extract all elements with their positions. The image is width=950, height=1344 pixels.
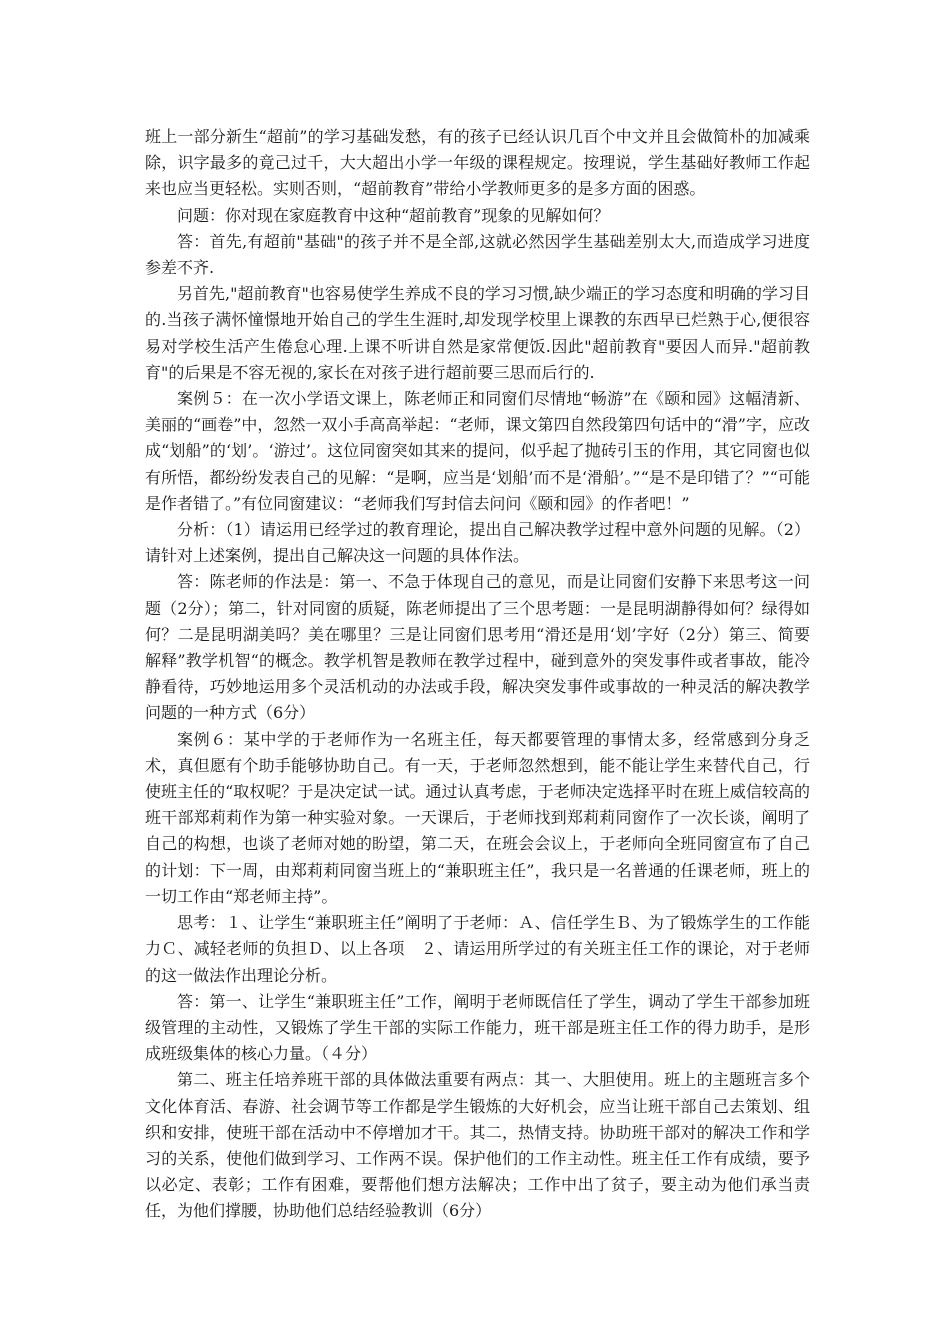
paragraph-thinking-6: 思考：１、让学生“兼职班主任”阐明了于老师：Ａ、信任学生Ｂ、为了锻炼学生的工作能力Ｃ、减轻老师的负担Ｄ、以上各项 ２、请运用所学过的有关班主任工作的课论，对于老师的这一做法作出理论分析。 — [145, 913, 810, 985]
paragraph-intro: 班上一部分新生“超前”的学习基础发愁，有的孩子已经认识几百个中文并且会做简朴的加减乘除，识字最多的竟己过千，大大超出小学一年级的课程规定。按理说，学生基础好教师工作起来也应当更轻松。实则否则，“超前教育”带给小学教师更多的是多方面的困惑。 — [145, 127, 810, 199]
paragraph-case-6: 案例６：某中学的于老师作为一名班主任，每天都要管理的事情太多，经常感到分身乏术，真但愿有个助手能够协助自己。有一天，于老师忽然想到，能不能让学生来替代自己，行使班主任的“取权呢？于是决定试一试。通过认真考虑，于老师决定选择平时在班上威信较高的班干部郑莉莉作为第一种实验对象。一天课后，于老师找到郑莉莉同窗作了一次长谈，阐明了自己的构想，也谈了老师对她的盼望，第二天，在班会会议上，于老师向全班同窗宣布了自己的计划：下一周，由郑莉莉同窗当班上的“兼职班主任”，我只是一名普通的任课老师，班上的一切工作由“郑老师主持”。 — [145, 729, 810, 906]
paragraph-case-5: 案例５：在一次小学语文课上，陈老师正和同窗们尽情地“畅游”在《颐和园》这幅清新、美丽的“画卷”中，忽然一双小手高高举起：“老师，课文第四自然段第四句话中的“滑”字，应改成“划船”的‘划’。‘游过’。这位同窗突如其来的提问，似乎起了抛砖引玉的作用，其它同窗也似有所悟，都纷纷发表自己的见解：“是啊，应当是‘划船’而不是‘滑船’。”“是不是印错了？”“可能是作者错了。”有位同窗建议：“老师我们写封信去问问《颐和园》的作者吧！” — [145, 389, 810, 513]
paragraph-analysis-5: 分析：（1）请运用已经学过的教育理论，提出自己解决教学过程中意外问题的见解。（2）请针对上述案例，提出自己解决这一问题的具体作法。 — [145, 520, 810, 566]
paragraph-question-1: 问题：你对现在家庭教育中这种“超前教育”现象的见解如何？ — [177, 205, 610, 225]
paragraph-answer-5: 答：陈老师的作法是：第一、不急于体现自己的意见，而是让同窗们安静下来思考这一问题（2分）；第二，针对同窗的质疑，陈老师提出了三个思考题：一是昆明湖静得如何？绿得如何？二是昆明湖美吗？美在哪里？三是让同窗们思考用“滑还是用‘划’字好（2分）第三、简要解释”教学机智“的概念。教学机智是教师在教学过程中，碰到意外的突发事件或者事故，能冷静看待，巧妙地运用多个灵活机动的办法或手段，解决突发事件或事故的一种灵活的解决教学问题的一种方式（6分） — [145, 572, 810, 723]
paragraph-answer-1b: 另首先,"超前教育"也容易使学生养成不良的学习习惯,缺少端正的学习态度和明确的学习目的.当孩子满怀憧憬地开始自己的学生生涯时,却发现学校里上课教的东西早已烂熟于心,便很容易对学校生活产生倦怠心理.上课不听讲自然是家常便饭.因此"超前教育"要因人而异."超前教育"的后果是不容无视的,家长在对孩子进行超前要三思而后行的. — [145, 284, 810, 382]
document-body — [145, 124, 810, 1225]
paragraph-answer-6a: 答：第一、让学生“兼职班主任”工作，阐明于老师既信任了学生，调动了学生干部参加班级管理的主动性，又锻炼了学生干部的实际工作能力，班干部是班主任工作的得力助手，是形成班级集体的核心力量。（４分） — [145, 991, 810, 1064]
paragraph-answer-6b: 第二、班主任培养班干部的具体做法重要有两点：其一、大胆使用。班上的主题班言多个文化体育活、春游、社会调节等工作都是学生锻炼的大好机会，应当让班干部自己去策划、组织和安排，使班干部在活动中不停增加才干。其二，热情支持。协助班干部对的解决工作和学习的关系，使他们做到学习、工作两不误。保护他们的工作主动性。班主任工作有成绩，要予以必定、表彰；工作有困难，要帮他们想方法解决；工作中出了贫子，要主动为他们承当责任，为他们撑腰，协助他们总结经验教训（6分） — [145, 1070, 810, 1221]
paragraph-answer-1a: 答：首先,有超前"基础"的孩子并不是全部,这就必然因学生基础差别太大,而造成学习进度参差不齐. — [145, 231, 810, 278]
